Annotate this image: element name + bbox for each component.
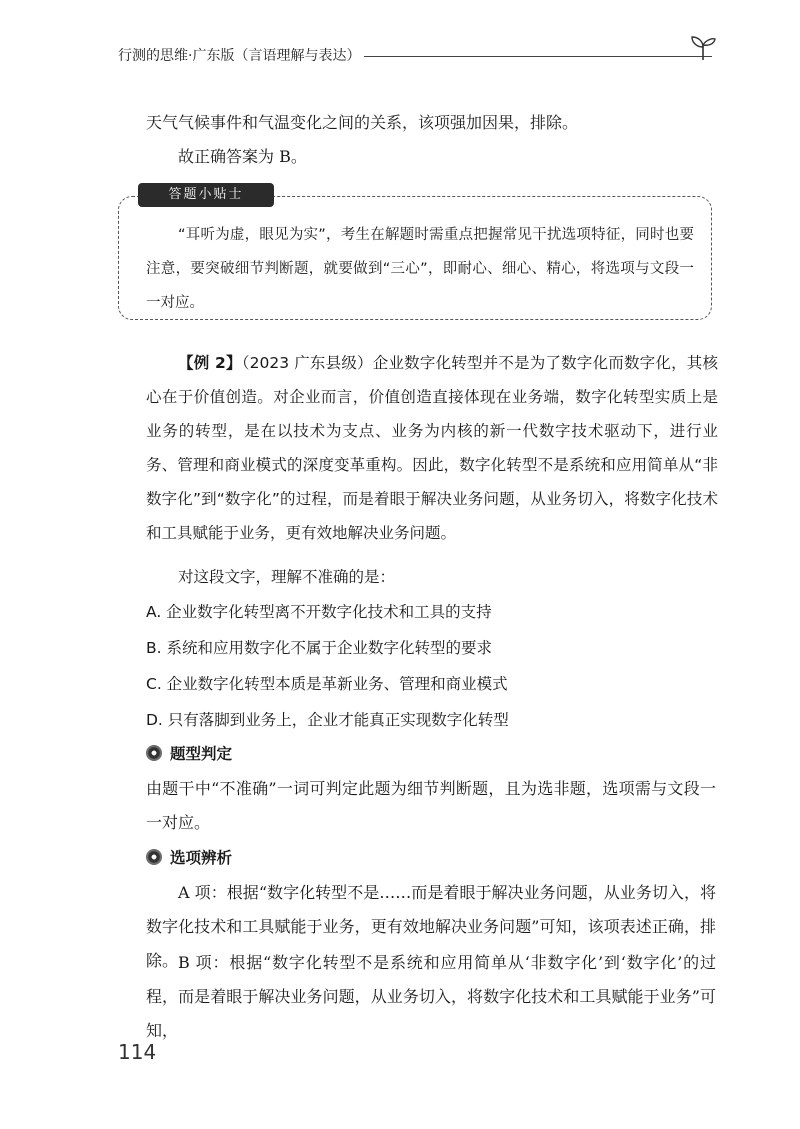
header-rule: [364, 56, 712, 57]
continuation-line: 天气气候事件和气温变化之间的关系，该项强加因果，排除。: [146, 113, 579, 132]
type-section-text: 由题干中“不准确”一词可判定此题为细节判断题，且为选非题，选项需与文段一一对应。: [146, 779, 716, 832]
option-a: A. 企业数字化转型离不开数字化技术和工具的支持: [146, 603, 492, 621]
analysis-a-text: A 项：根据“数字化转型不是……而是着眼于解决业务问题，从业务切入，将数字化技术和工具赋能于业务，更有效地解决业务问题”可知，该项表述正确，排除。: [146, 883, 716, 970]
analysis-section-label: 选项辨析: [170, 849, 233, 867]
page-number: 114: [118, 1040, 157, 1064]
sprout-icon: [688, 32, 718, 62]
answer-line: 故正确答案为 B。: [178, 147, 307, 166]
option-c: C. 企业数字化转型本质是革新业务、管理和商业模式: [146, 675, 508, 693]
question-stem: 对这段文字，理解不准确的是：: [178, 568, 396, 586]
example-marker: 【例 2】: [178, 354, 242, 372]
tip-badge: 答题小贴士: [138, 183, 274, 207]
bullet-icon: [146, 849, 162, 865]
header-title: 行测的思维·广东版（言语理解与表达）: [118, 48, 361, 64]
tip-text: “耳听为虚，眼见为实”，考生在解题时需重点把握常见干扰选项特征，同时也要注意，要突破细节判断题，就要做到“三心”，即耐心、细心、精心，将选项与文段一一对应。: [146, 227, 694, 311]
type-section-title: [146, 742, 232, 764]
option-d: D. 只有落脚到业务上，企业才能真正实现数字化转型: [146, 711, 509, 729]
type-section-label: 题型判定: [170, 745, 233, 763]
example-text: （2023 广东县级）企业数字化转型并不是为了数字化而数字化，其核心在于价值创造。对企业而言，价值创造直接体现在业务端，数字化转型实质上是业务的转型，是在以技术为支点、业务为内核的新一代数字技术驱动下，进行业务、管理和商业模式的深度变革重构。因此，数字化转型不是系统和应用简单从“非数字化”到“数字化”的过程，而是着眼于解决业务问题，从业务切入，将数字化技术和工具赋能于业务，更有效地解决业务问题。: [146, 354, 718, 542]
bullet-icon: [146, 745, 162, 761]
option-b: B. 系统和应用数字化不属于企业数字化转型的要求: [146, 639, 492, 657]
analysis-section-title: [146, 846, 232, 868]
example-paragraph: [146, 346, 718, 550]
analysis-b-text: B 项：根据“数字化转型不是系统和应用简单从‘非数字化’到‘数字化’的过程，而是着眼于解决业务问题，从业务切入，将数字化技术和工具赋能于业务”可知，: [146, 953, 716, 1040]
running-header: [118, 40, 712, 70]
